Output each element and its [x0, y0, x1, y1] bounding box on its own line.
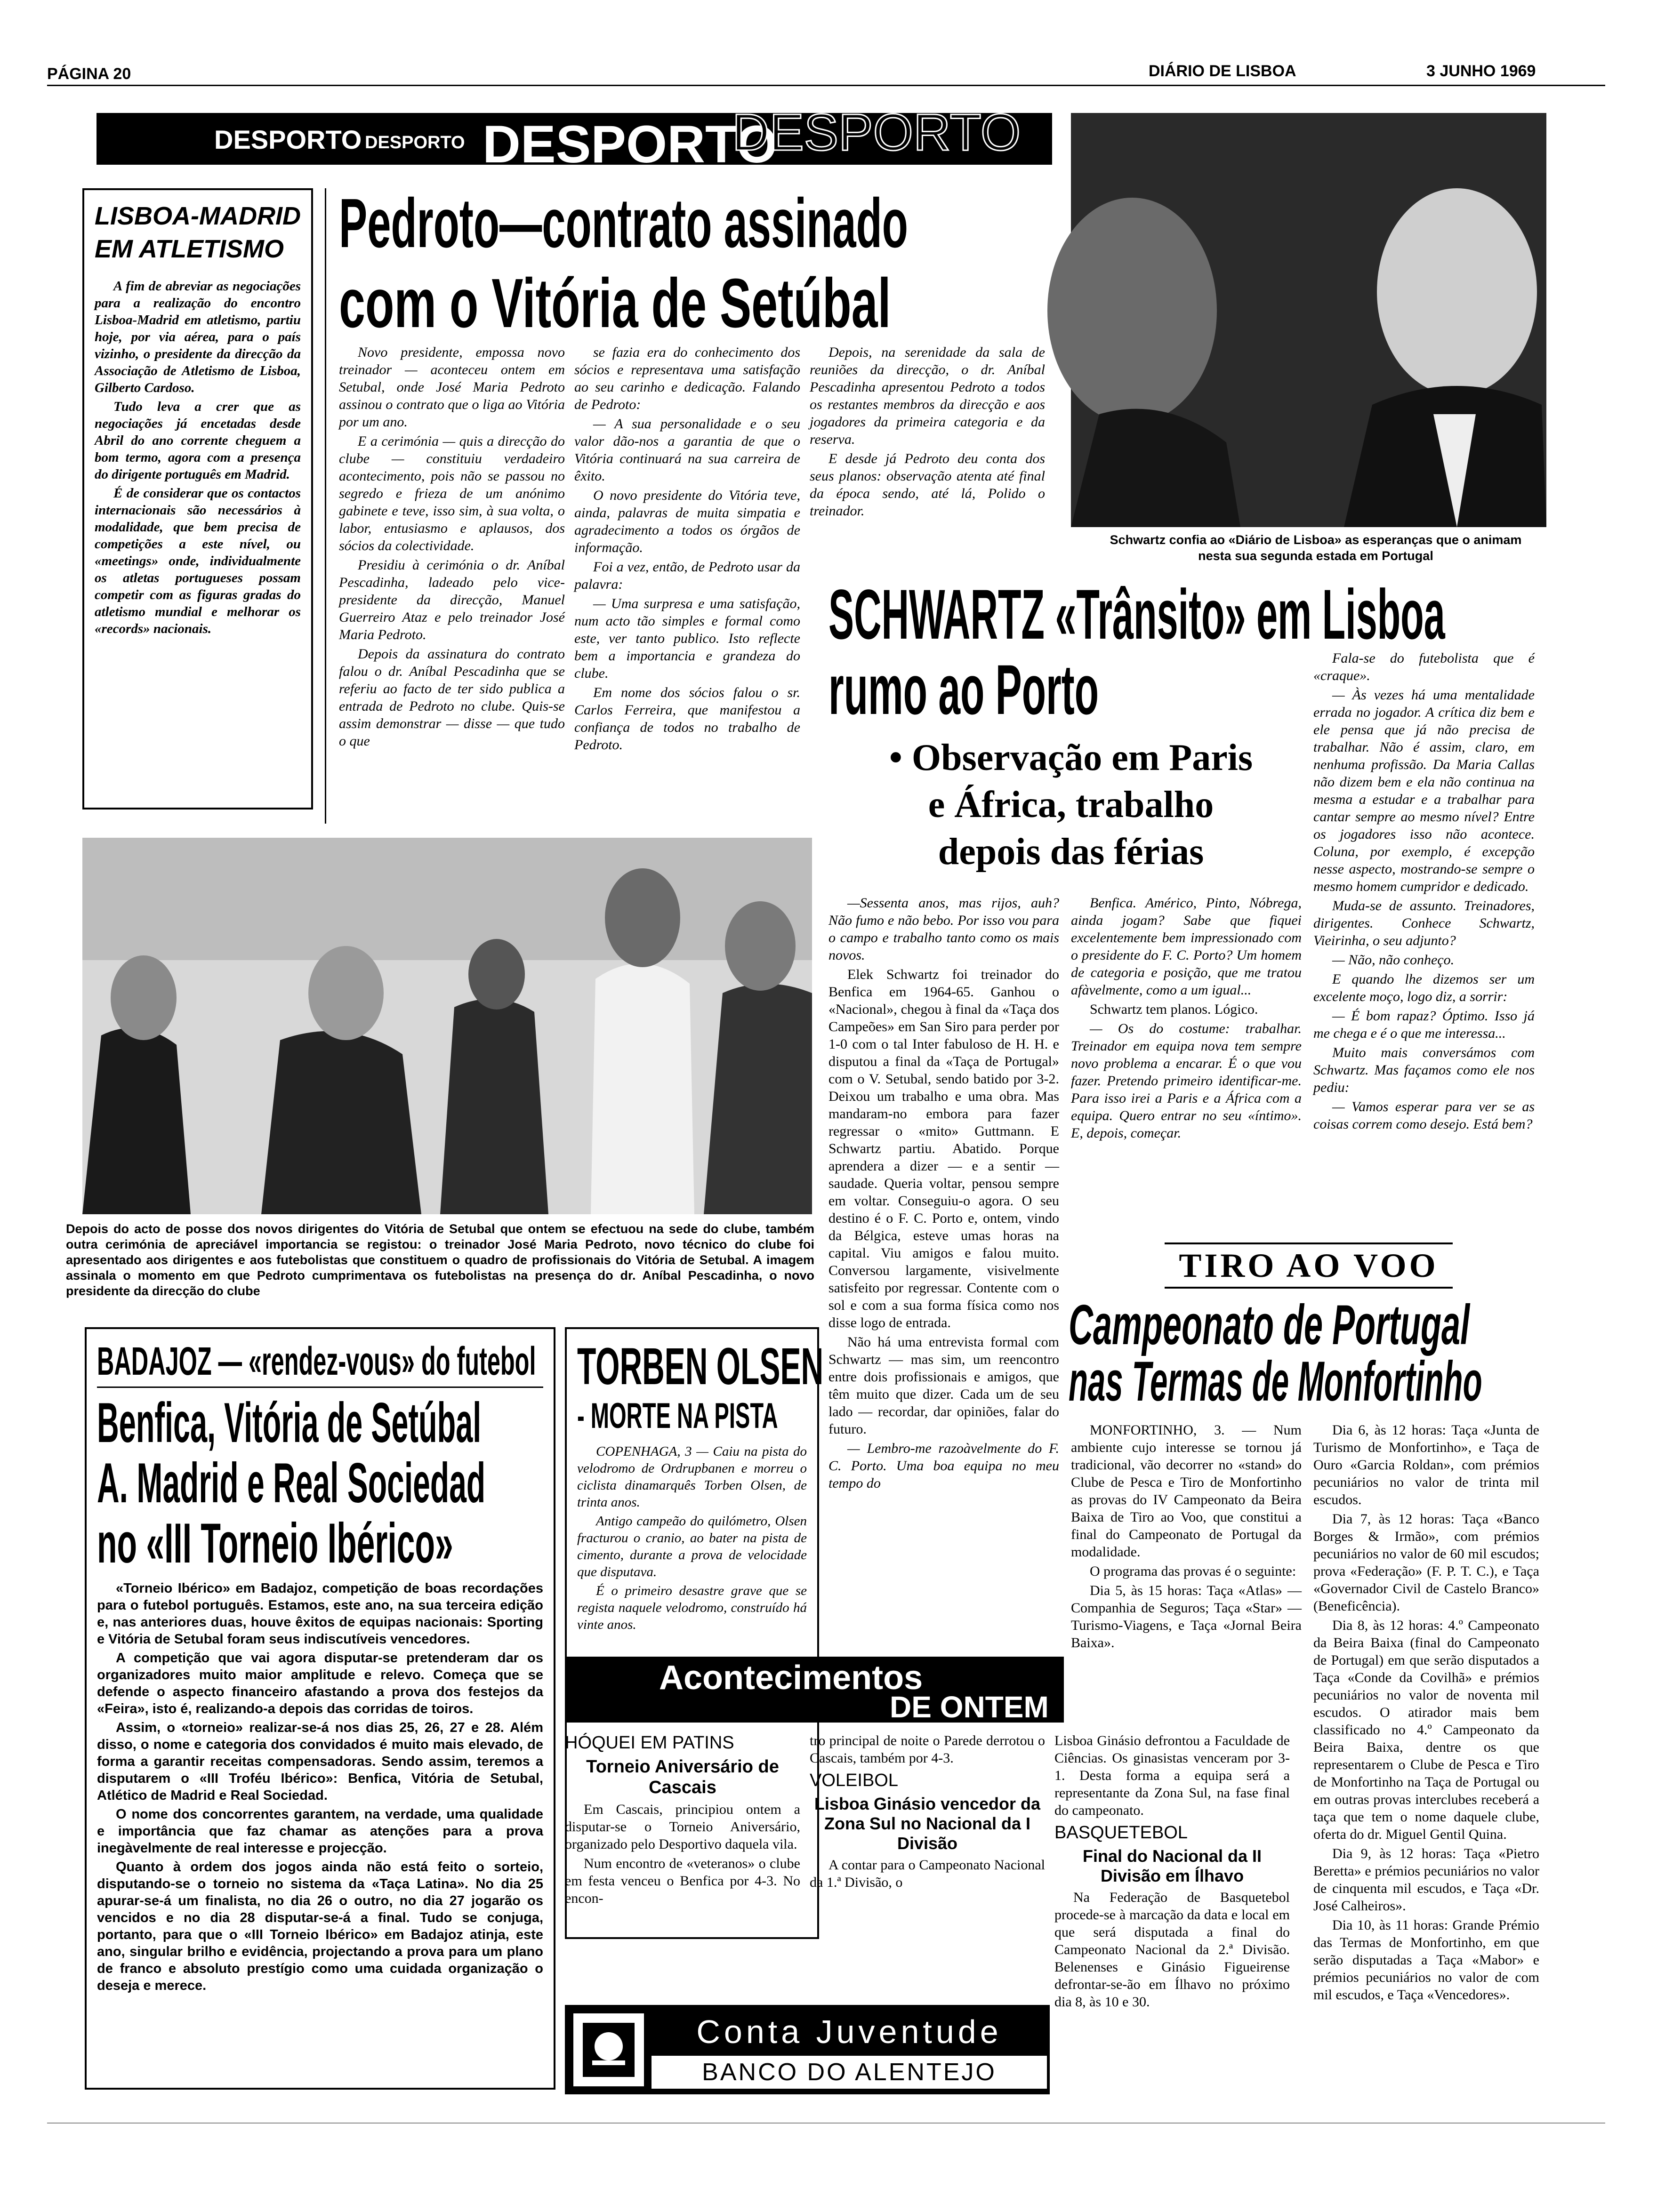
- badajoz-p4: O nome dos concorrentes garantem, na verdade, uma qualidade e importância que faz chamar as atenções para a prova inegàvelmente de real interesse e projecção.: [97, 1807, 543, 1856]
- tiro-c2-p5: Dia 10, às 11 horas: Grande Prémio das Termas de Monfortinho, em que serão disputadas a Taça «Mabor» e prémios pecuniários no valor de com mil escudos, e Taça «Vencedores».: [1313, 1917, 1539, 2003]
- schwartz-c1-p1: —Sessenta anos, mas rijos, auh? Não fumo e não bebo. Por isso vou para o campo e trabalho tanto como os mais novos.: [828, 895, 1059, 963]
- basquete-label: BASQUETEBOL: [1054, 1823, 1188, 1843]
- tiro-c1-p2: O programa das provas é o seguinte:: [1090, 1563, 1296, 1579]
- basquete-title: Final do Nacional da II Divisão em Ílhavo: [1082, 1846, 1262, 1885]
- badajoz-p5: Quanto à ordem dos jogos ainda não está feito o sorteio, disputando-se o torneio no sistema da «Taça Latina». No dia 25 apurar-se-á um finalista, no dia 26 o outro, no dia 27 jogarão os vencidos e no dia 28 disputar-se-á a final. Tudo se conjuga, portanto, para que o «III Torneio Ibérico» em Badajoz atinja, este ano, singular brilho e evidência, projectando a prova para um plano de franco e absoluto prestígio como uma cuidada organização o deseja e merece.: [97, 1859, 543, 1993]
- olsen-headline-2: - MORTE NA PISTA: [577, 1396, 778, 1436]
- badajoz-p2: A competição que vai agora disputar-se pretenderam dar os organizadores muito maior amplitude e relevo. Começa que se defende o aspecto financeiro afastando a prova dos festejos da «Feira», isto é, realizando-a depois das corridas de toiros.: [97, 1651, 543, 1716]
- voleibol-column: [810, 1732, 1045, 1891]
- pedroto-headline-2: com o Vitória de Setúbal: [339, 264, 891, 342]
- atletismo-box: [82, 188, 313, 809]
- bank-logo-svg: [573, 2013, 644, 2086]
- badajoz-headline-1: Benfica, Vitória de Setúbal: [97, 1391, 482, 1454]
- schwartz-sub-1: • Observação em Paris: [889, 737, 1253, 778]
- hoquei-p2: Num encontro de «veteranos» o clube em festa venceu o Benfica por 4-3. No encon-: [565, 1856, 800, 1906]
- newspaper-name: DIÁRIO DE LISBOA: [1149, 62, 1296, 80]
- header-rule: [47, 85, 1605, 86]
- acontecimentos-banner: [565, 1657, 1064, 1723]
- badajoz-p1: «Torneio Ibérico» em Badajoz, competição de boas recordações para o futebol português. Estamos, este ano, na sua terceira edição e, nas anteriores duas, houve êxitos de equipas nacionais: Sporting e Vitória de Setubal foram seus indiscutíveis vencedores.: [97, 1581, 543, 1647]
- schwartz-c2-p1: Benfica. Américo, Pinto, Nóbrega, ainda jogam? Sabe que fiquei excelentemente bem impressionado com o presidente do F. C. Porto? Um homem de categoria e posição, que me tratou afàvelmente, como a um igual...: [1071, 895, 1302, 998]
- schwartz-c1-p3: Não há uma entrevista formal com Schwartz — mas sim, um reencontro entre dois profissionais e amigos, que têm muito que dizer. Cada um de seu lado — recordar, dar opiniões, falar do futuro.: [828, 1334, 1059, 1437]
- badajoz-kicker-rule: [97, 1387, 543, 1388]
- tiro-c2-p1: Dia 6, às 12 horas: Taça «Junta de Turismo de Monfortinho», e Taça de Ouro «Garcia Roldan», com prémios pecuniários no valor de trinta mil escudos.: [1313, 1422, 1539, 1507]
- atletismo-p2: Tudo leva a crer que as negociações já encetadas desde Abril do ano corrente cheguem a bom termo, agora com a presença do dirigente português em Madrid.: [95, 399, 301, 482]
- atletismo-p1: A fim de abreviar as negociações para a realização do encontro Lisboa-Madrid em atletismo, partiu hoje, por via aérea, para o país vizinho, o presidente da direcção da Associação de Atletismo de Lisboa, Gilberto Cardoso.: [95, 279, 301, 395]
- pedroto-headline-1: Pedroto—contrato assinado: [339, 184, 908, 262]
- schwartz-c1-p4: — Lembro-me razoàvelmente do F. C. Porto. Uma boa equipa no meu tempo do: [828, 1441, 1059, 1491]
- pedroto-c3-p2: E desde já Pedroto deu conta dos seus planos: observação atenta até final da época sendo, até lá, Polido o treinador.: [810, 451, 1045, 519]
- pedroto-col-2: [574, 344, 800, 819]
- pedroto-photo-caption: Depois do acto de posse dos novos dirigentes do Vitória de Setubal que ontem se efectuou na sede do clube, também outra cerimónia de apreciável importancia se registou: o treinador José Maria Pedroto, novo técnico do clube foi apresentado aos dirigentes e aos futebolistas que constituem o quadro de profissionais do Vitória de Setubal. A imagem assinala o momento em que Pedroto cumprimentava os futebolistas na presença do dr. Aníbal Pescadinha, o novo presidente da direcção do clube: [66, 1222, 814, 1298]
- banner-word-4: DESPORTO: [732, 104, 1021, 161]
- schwartz-sub-2: e África, trabalho: [928, 784, 1214, 825]
- schwartz-rt-2: — Às vezes há uma mentalidade errada no jogador. A crítica diz bem e ele pensa que já não precisa de trabalhar. Não é assim, claro, em nenhuma profissão. Da Maria Callas não dizem bem e ela não continua na mesma a estudar e a trabalhar para cantar sempre ao mesmo nível? Entre os jogadores isso não acontece. Coluna, por exemplo, é excepção nesse aspecto, mostrando-se sempre o mesmo homem cumpridor e dedicado.: [1313, 687, 1535, 894]
- pedroto-c3-p1: Depois, na serenidade da sala de reuniões da direcção, o dr. Aníbal Pescadinha apresentou Pedroto a todos os restantes membros da direcção e aos jogadores da primeira categoria e da reserva.: [810, 345, 1045, 447]
- schwartz-c2-p2: Schwartz tem planos. Lógico.: [1090, 1002, 1258, 1017]
- voleibol-title: Lisboa Ginásio vencedor da Zona Sul no Nacional da I Divisão: [814, 1794, 1041, 1853]
- hoquei-text: [565, 1801, 800, 1907]
- pedroto-c1-p2: E a cerimónia — quis a direcção do clube — constituiu verdadeiro acontecimento, pois não se passou no segredo e frieza de um anónimo gabinete e teve, isso sim, à sua volta, o labor, entusiasmo e aplausos, dos sócios da colectividade.: [339, 433, 565, 553]
- page-number: PÁGINA 20: [47, 65, 131, 83]
- schwartz-c2-p3: — Os do costume: trabalhar. Treinador em equipa nova tem sempre novo problema a encarar. É o que vou fazer. Pretendo primeiro identificar-me. Para isso irei a Paris e a África com a equipa. Quero entrar no seu «íntimo». E, depois, começar.: [1071, 1021, 1302, 1141]
- bank-ad-line-2: BANCO DO ALENTEJO: [702, 2059, 997, 2086]
- column-rule: [325, 188, 326, 824]
- badajoz-text: [97, 1580, 543, 1994]
- issue-date: 3 JUNHO 1969: [1426, 62, 1536, 80]
- badajoz-box: [85, 1327, 555, 2090]
- pedroto-c1-p4: Depois da assinatura do contrato falou o dr. Aníbal Pescadinha que se referiu ao facto de ter sido publica a entrada de Pedroto no clube. Quis-se assim demonstrar — disse — que tudo o que: [339, 646, 565, 749]
- schwartz-headline-2: rumo ao Porto: [828, 650, 1099, 729]
- hoquei-title: Torneio Aniversário de Cascais: [586, 1757, 779, 1797]
- badajoz-headline: [97, 1393, 543, 1573]
- pedroto-photo: [82, 838, 812, 1214]
- section-banner: [97, 104, 1052, 174]
- schwartz-photo-image: [1071, 113, 1546, 527]
- tiro-c1-p3: Dia 5, às 15 horas: Taça «Atlas» — Companhia de Seguros; Taça «Star» — Turismo-Viagens, e Taça «Jornal Beira Baixa».: [1071, 1583, 1302, 1651]
- badajoz-headline-3: no «III Torneio Ibérico»: [97, 1512, 453, 1575]
- schwartz-rt-1: Fala-se do futebolista que é «craque».: [1313, 650, 1535, 683]
- tiro-kicker: [1073, 1242, 1544, 1289]
- badajoz-p3: Assim, o «torneio» realizar-se-á nos dias 25, 26, 27 e 28. Além disso, o nome e categoria dos convidados é muito mais elevado, de forma a garantir receitas compensadoras. Sendo assim, teremos a disputarem o «III Troféu Ibérico»: Benfica, Vitória de Setubal, Atlético de Madrid e Real Sociedad.: [97, 1720, 543, 1803]
- schwartz-right-top: [1313, 649, 1535, 1233]
- voleibol-text: A contar para o Campeonato Nacional da 1.ª Divisão, o: [810, 1857, 1045, 1890]
- tiro-c2-p2: Dia 7, às 12 horas: Taça «Banco Borges & Irmão», com prémios pecuniários no valor de 60 mil escudos; prova «Federação» (F. P. T. C.), e Taça «Governador Civil de Castelo Branco» (Beneficência).: [1313, 1511, 1539, 1614]
- schwartz-col-1: [828, 894, 1059, 1694]
- hoquei-p1: Em Cascais, principiou ontem a disputar-se o Torneio Aniversário, organizado pelo Desportivo daquela vila.: [565, 1802, 800, 1852]
- pedroto-c2-p5: — Uma surpresa e uma satisfação, num acto tão simples e formal como este, ver tanto publico. Isto reflecte bem a importancia e grandeza do clube.: [574, 596, 800, 681]
- basquete-column: [1054, 1732, 1290, 2011]
- badajoz-kicker: BADAJOZ — «rendez-vous» do futebol: [97, 1339, 536, 1383]
- hoquei-column: [565, 1732, 800, 1909]
- atletismo-p3: É de considerar que os contactos internacionais são necessários à modalidade, que bem precisa de competições a este nível, ou «meetings» onde, individualmente os atletas portugueses possam competir com as figuras gradas do atletismo mundial e melhorar os «records» nacionais.: [95, 486, 301, 636]
- pedroto-c2-p3: O novo presidente do Vitória teve, ainda, palavras de muita simpatia e agradecimento a todos os órgãos de informação.: [574, 488, 800, 555]
- schwartz-rt-4: — Não, não conheço.: [1332, 952, 1455, 968]
- banner-word-3: DESPORTO: [483, 115, 778, 174]
- schwartz-photo: [1071, 113, 1546, 527]
- schwartz-rt-5: E quando lhe dizemos ser um excelente moço, logo diz, a sorrir:: [1313, 971, 1535, 1004]
- olsen-p1: COPENHAGA, 3 — Caiu na pista do velodromo de Ordrupbanen e morreu o ciclista dinamarquês Torben Olsen, de trinta anos.: [577, 1444, 807, 1510]
- pedroto-c1-p3: Presidiu à cerimónia o dr. Aníbal Pescadinha, ladeado pelo vice-presidente da direcção, Manuel Guerreiro Ataz e pelo treinador José Maria Pedroto.: [339, 557, 565, 642]
- bank-logo-icon: [573, 2013, 644, 2086]
- banner-word-1: DESPORTO: [214, 125, 362, 154]
- hoquei-continued: tro principal de noite o Parede derrotou o Cascais, também por 4-3.: [810, 1733, 1045, 1766]
- schwartz-rt-6: — É bom rapaz? Óptimo. Isso já me chega e é o que me interessa...: [1313, 1008, 1535, 1041]
- voleibol-continued: Lisboa Ginásio defrontou a Faculdade de Ciências. Os ginasistas venceram por 3-1. Desta forma a equipa será a representante da Zona Sul, na fase final do campeonato.: [1054, 1733, 1290, 1818]
- schwartz-rt-8: — Vamos esperar para ver se as coisas correm como desejo. Está bem?: [1313, 1099, 1535, 1132]
- olsen-p3: É o primeiro desastre grave que se regista naquele velodromo, construído há vinte anos.: [577, 1583, 807, 1632]
- bank-ad: [565, 2005, 1050, 2094]
- schwartz-col-2: [1071, 894, 1302, 1242]
- schwartz-rt-7: Muito mais conversámos com Schwartz. Mas façamos como ele nos pediu:: [1313, 1045, 1535, 1095]
- schwartz-sub-3: depois das férias: [938, 831, 1204, 873]
- schwartz-c1-p2: Elek Schwartz foi treinador do Benfica em 1964-65. Ganhou o «Nacional», chegou à final da «Taça dos Campeões» em San Siro para perder por 1-0 com o tal Inter fabuloso de H. H. e disputou a final da «Taça de Portugal» com o V. Setubal, sendo batido por 3-2. Deixou um trabalho e uma obra. Mas mandaram-no embora para fazer regressar o «mito» Guttmann. E Schwartz partiu. Abatido. Porque aprendera a dizer — e a sentir — saudade. Queria voltar, pensou sempre em voltar. Conseguiu-o agora. O seu destino é o F. C. Porto e, ontem, vindo da Bélgica, esteve umas horas na capital. Viu amigos e falou muito. Conversou largamente, visivelmente satisfeito por regressar. Contente com o sol e com a sua forma física como nos disse logo de entrada.: [828, 967, 1059, 1330]
- pedroto-c2-p2: — A sua personalidade e o seu valor dão-nos a garantia de que o Vitória continuará na sua carreira de êxito.: [574, 416, 800, 484]
- bank-ad-line-1: Conta Juventude: [696, 2013, 1002, 2050]
- atletismo-title: LISBOA-MADRID EM ATLETISMO: [95, 202, 301, 263]
- pedroto-photo-image: [82, 838, 812, 1214]
- schwartz-photo-caption: Schwartz confia ao «Diário de Lisboa» as esperanças que o animam nesta sua segunda estada em Portugal: [1110, 533, 1522, 563]
- schwartz-subhead: [833, 734, 1309, 875]
- footer-rule: [47, 2123, 1605, 2124]
- pedroto-c2-p1: se fazia era do conhecimento dos sócios e representava uma satisfação ao seu carinho e dedicação. Falando de Pedroto:: [574, 345, 800, 412]
- banner-word-2: DESPORTO: [365, 133, 465, 152]
- tiro-col-1: [1071, 1421, 1302, 1651]
- tiro-headline-1: Campeonato de Portugal: [1069, 1293, 1470, 1356]
- olsen-headline-1: TORBEN OLSEN: [577, 1338, 824, 1395]
- acontecimentos-title-1: Acontecimentos: [659, 1659, 923, 1697]
- schwartz-rt-3: Muda-se de assunto. Treinadores, dirigentes. Conhece Schwartz, Vieirinha, o seu adjunto?: [1313, 898, 1535, 948]
- olsen-text: [577, 1443, 807, 1633]
- voleibol-label: VOLEIBOL: [810, 1771, 898, 1790]
- acontecimentos-title-2: DE ONTEM: [890, 1690, 1049, 1724]
- pedroto-col-3: [810, 344, 1045, 551]
- tiro-headline-2: nas Termas de Monfortinho: [1069, 1350, 1482, 1413]
- olsen-p2: Antigo campeão do quilómetro, Olsen fracturou o cranio, ao bater na pista de cimento, durante a prova de velocidade que disputava.: [577, 1514, 807, 1579]
- badajoz-headline-2: A. Madrid e Real Sociedad: [97, 1451, 486, 1515]
- pedroto-col-1: [339, 344, 565, 819]
- basquete-text: Na Federação de Basquetebol procede-se à marcação da data e local em que será disputada a final do Campeonato Nacional da 2.ª Divisão. Belenenses e Ginásio Figueirense defrontar-se-ão em Ílhavo no próximo dia 8, às 10 e 30.: [1054, 1890, 1290, 2010]
- tiro-c2-p3: Dia 8, às 12 horas: 4.º Campeonato da Beira Baixa (final do Campeonato de Portugal) em que serão disputados a Taça «Conde da Covilhã» e prémios pecuniários no valor de noventa mil escudos. O atirador mais bem classificado no 4.º Campeonato da Beira Baixa, dentre os que representarem o Clube de Pesca e Tiro de Monfortinho na Taça de Portugal ou em outras provas interclubes receberá a taça que tem o nome daquele clube, oferta do dr. Miguel Gentil Quina.: [1313, 1618, 1539, 1842]
- pedroto-c1-p1: Novo presidente, empossa novo treinador — aconteceu ontem em Setubal, onde José Maria Pedroto assinou o contrato que o liga ao Vitória por um ano.: [339, 345, 565, 430]
- tiro-c1-p1: MONFORTINHO, 3. — Num ambiente cujo interesse se tornou já tradicional, vão decorrer no «stand» do Clube de Pesca e Tiro de Monfortinho as provas do IV Campeonato da Beira Baixa de Tiro ao Voo, que constitui a final do Campeonato de Portugal da modalidade.: [1071, 1422, 1302, 1560]
- tiro-c2-p4: Dia 9, às 12 horas: Taça «Pietro Beretta» e prémios pecuniários no valor de cinquenta mil escudos, e Taça «Dr. José Calheiros».: [1313, 1846, 1539, 1914]
- bank-ad-line-2-box: [652, 2056, 1047, 2089]
- tiro-col-2: [1313, 1421, 1539, 2080]
- bank-ad-line-1-box: [652, 2011, 1047, 2053]
- pedroto-c2-p4: Foi a vez, então, de Pedroto usar da palavra:: [574, 559, 800, 592]
- schwartz-headline-1: SCHWARTZ «Trânsito» em Lisboa: [828, 575, 1445, 654]
- hoquei-label: HÓQUEI EM PATINS: [565, 1733, 734, 1753]
- atletismo-text: [95, 278, 301, 637]
- tiro-kicker-text: TIRO AO VOO: [1179, 1247, 1439, 1284]
- pedroto-c2-p6: Em nome dos sócios falou o sr. Carlos Ferreira, que manifestou a confiança de todos no trabalho de Pedroto.: [574, 685, 800, 753]
